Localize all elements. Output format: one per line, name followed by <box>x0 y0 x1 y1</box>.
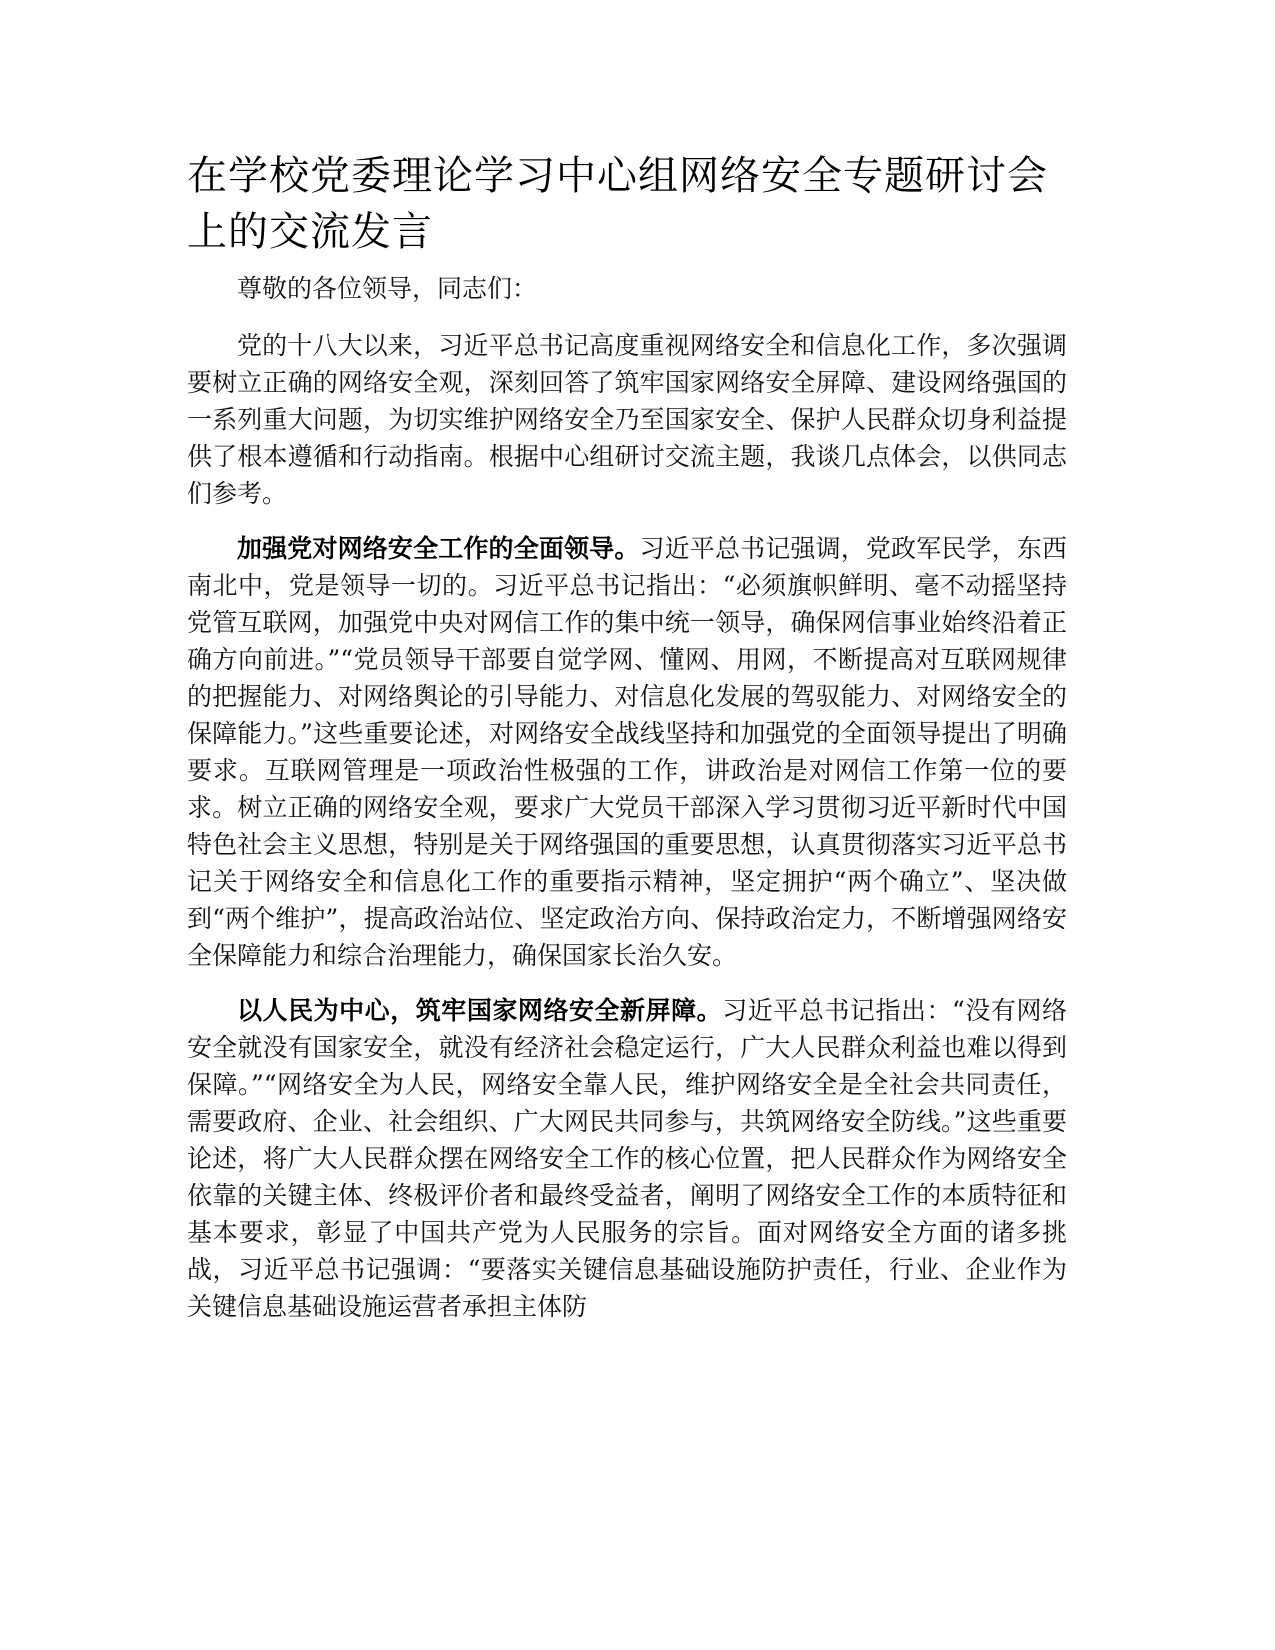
paragraph-lead: 以人民为中心，筑牢国家网络安全新屏障。 <box>237 996 723 1025</box>
greeting-paragraph: 尊敬的各位领导，同志们： <box>237 274 538 303</box>
paragraph-lead: 加强党对网络安全工作的全面领导。 <box>237 534 640 563</box>
document-title: 在学校党委理论学习中心组网络安全专题研讨会上的交流发言 <box>187 153 1048 255</box>
paragraph-intro <box>187 327 1067 512</box>
paragraph-party-leadership <box>187 530 1067 974</box>
paragraph-people-centered <box>187 992 1067 1325</box>
paragraph-text: 习近平总书记指出：“没有网络安全就没有国家安全，就没有经济社会稳定运行，广大人民群众利益也难以得到保障。”“网络安全为人民，网络安全靠人民，维护网络安全是全社会共同责任，需要政府、企业、社会组织、广大网民共同参与，共筑网络安全防线。”这些重要论述，将广大人民群众摆在网络安全工作的核心位置，把人民群众作为网络安全依靠的关键主体、终极评价者和最终受益者，阐明了网络安全工作的本质特征和基本要求，彰显了中国共产党为人民服务的宗旨。面对网络安全方面的诸多挑战，习近平总书记强调：“要落实关键信息基础设施防护责任，行业、企业作为关键信息基础设施运营者承担主体防 <box>187 996 1067 1321</box>
paragraph-text: 习近平总书记强调，党政军民学，东西南北中，党是领导一切的。习近平总书记指出：“必须旗帜鲜明、毫不动摇坚持党管互联网，加强党中央对网信工作的集中统一领导，确保网信事业始终沿着正确方向前进。”“党员领导干部要自觉学网、懂网、用网，不断提高对互联网规律的把握能力、对网络舆论的引导能力、对信息化发展的驾驭能力、对网络安全的保障能力。”这些重要论述，对网络安全战线坚持和加强党的全面领导提出了明确要求。互联网管理是一项政治性极强的工作，讲政治是对网信工作第一位的要求。树立正确的网络安全观，要求广大党员干部深入学习贯彻习近平新时代中国特色社会主义思想，特别是关于网络强国的重要思想，认真贯彻落实习近平总书记关于网络安全和信息化工作的重要指示精神，坚定拥护“两个确立”、坚决做到“两个维护”，提高政治站位、坚定政治方向、保持政治定力，不断增强网络安全保障能力和综合治理能力，确保国家长治久安。 <box>187 534 1067 970</box>
paragraph-text: 党的十八大以来，习近平总书记高度重视网络安全和信息化工作，多次强调要树立正确的网络安全观，深刻回答了筑牢国家网络安全屏障、建设网络强国的一系列重大问题，为切实维护网络安全乃至国家安全、保护人民群众切身利益提供了根本遵循和行动指南。根据中心组研讨交流主题，我谈几点体会，以供同志们参考。 <box>187 331 1067 508</box>
document-body <box>187 148 1067 1343</box>
